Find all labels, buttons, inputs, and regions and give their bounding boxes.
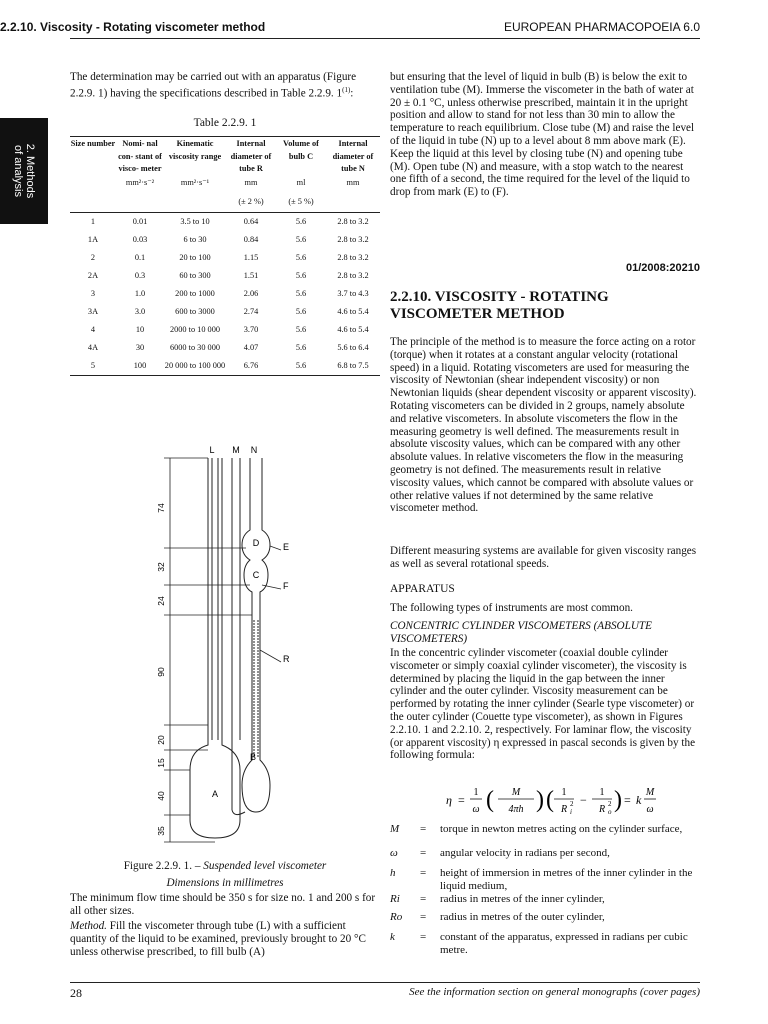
table-row xyxy=(70,231,380,249)
footer-note: See the information section on general monographs (cover pages) xyxy=(409,986,700,998)
table-cell: 4 xyxy=(90,324,96,334)
svg-text:(: ( xyxy=(486,787,494,813)
unit-cell xyxy=(70,176,116,197)
continued-paragraph: but ensuring that the level of liquid in bulb (B) is below the exit to ventilation tube (M). Immerse the viscometer in the bath of water at 20 ± 0.1 °C, unless otherwise prescribed, maintain it in the upright position and allow to stand for not less than 30 min to allow the temperature to reach equilibrium. Close tube (M) and raise the level of the liquid in tube (N) up to a level about 8 mm above mark (E). Keep the liquid at this level by closing tube (N) and opening tube (M). Open tube (N) and measure, with a stop watch to the nearest one fifth of a second, the time required for the level of the liquid to drop from mark (E) to (F). xyxy=(390,71,695,199)
table-cell: 1A xyxy=(87,234,99,244)
section-side-tab xyxy=(0,118,48,224)
col-header: Size number xyxy=(70,139,116,148)
table-cell: 20 000 to 100 000 xyxy=(164,360,226,370)
table-cell: 5.6 to 6.4 xyxy=(337,342,369,352)
dim-35: 35 xyxy=(156,826,166,836)
dim-15: 15 xyxy=(156,758,166,768)
subsection-heading: CONCENTRIC CYLINDER VISCOMETERS (ABSOLUTE VISCOMETERS) xyxy=(390,620,652,645)
svg-text:R: R xyxy=(560,804,568,815)
intro-footnote-ref: (1) xyxy=(342,85,351,94)
table-cell: 4.6 to 5.4 xyxy=(337,306,369,316)
dim-90: 90 xyxy=(156,667,166,677)
table-cell: 100 xyxy=(133,360,147,370)
flow-time-paragraph: The minimum flow time should be 350 s for size no. 1 and 200 s for all other sizes. xyxy=(70,892,376,917)
table-cell: 600 to 3000 xyxy=(175,306,215,316)
table-cell: 6.76 xyxy=(243,360,259,370)
method-text: Fill the viscometer through tube (L) with a sufficient quantity of the liquid to be examined, previously brought to 20 °C unless otherwise prescribed, to fill bulb (A) xyxy=(70,920,366,958)
table-cell: 4.07 xyxy=(243,342,259,352)
apparatus-heading: APPARATUS xyxy=(390,583,455,595)
table-row xyxy=(70,285,380,303)
dim-40: 40 xyxy=(156,791,166,801)
svg-text:1: 1 xyxy=(599,787,605,798)
tolerance-cell: (± 5 %) xyxy=(288,196,314,206)
tolerance-cell xyxy=(116,197,164,213)
units-row xyxy=(70,176,380,197)
svg-text:4πh: 4πh xyxy=(508,804,524,815)
specification-table xyxy=(70,136,380,376)
definition-equals: = xyxy=(420,931,427,943)
table-cell: 5 xyxy=(90,360,96,370)
label-bulb-a: A xyxy=(211,789,219,799)
tube-label-l: L xyxy=(209,445,215,455)
svg-text:R: R xyxy=(598,804,606,815)
svg-text:2: 2 xyxy=(608,800,612,808)
definition-text: angular velocity in radians per second, xyxy=(440,847,610,859)
table-cell: 5.6 xyxy=(295,270,307,280)
figure-caption xyxy=(70,858,380,892)
table-cell: 2.8 to 3.2 xyxy=(337,216,369,226)
table-cell: 200 to 1000 xyxy=(175,288,215,298)
table-cell: 3.7 to 4.3 xyxy=(337,288,369,298)
col-header: Volume of bulb C xyxy=(283,139,319,161)
figure-number: Figure 2.2.9. 1. – xyxy=(123,860,201,872)
figure-title: Suspended level viscometer xyxy=(203,860,327,872)
svg-text:o: o xyxy=(608,808,612,816)
table-cell: 2A xyxy=(87,270,99,280)
svg-text:): ) xyxy=(536,787,544,813)
tolerance-cell: (± 2 %) xyxy=(238,196,264,206)
dim-74: 74 xyxy=(156,503,166,513)
leader-lines xyxy=(260,546,281,662)
table-row xyxy=(70,212,380,231)
table-cell: 5.6 xyxy=(295,288,307,298)
col-header: Internal diameter of tube N xyxy=(332,139,374,173)
table-cell: 6000 to 30 000 xyxy=(169,342,220,352)
table-cell: 0.03 xyxy=(132,234,148,244)
definition-symbol: Ro xyxy=(390,911,403,923)
document-number: 01/2008:20210 xyxy=(625,262,700,274)
table-cell: 3.0 xyxy=(134,306,146,316)
table-row xyxy=(70,339,380,357)
figure-subtitle: Dimensions in millimetres xyxy=(166,877,284,889)
running-header-book: EUROPEAN PHARMACOPOEIA 6.0 xyxy=(503,20,700,34)
definition-text: constant of the apparatus, expressed in radians per cubic metre. xyxy=(440,931,688,956)
table-cell: 2.06 xyxy=(243,288,259,298)
tube-label-n: N xyxy=(250,445,258,455)
table-cell: 0.64 xyxy=(243,216,259,226)
definition-symbol: Ri xyxy=(390,893,400,905)
svg-text:=: = xyxy=(458,793,465,807)
table-cell: 60 to 300 xyxy=(179,270,211,280)
svg-text:k: k xyxy=(636,793,642,807)
table-cell: 1.15 xyxy=(243,252,259,262)
table-cell: 4A xyxy=(87,342,99,352)
svg-text:1: 1 xyxy=(473,787,479,798)
definition-symbol: M xyxy=(390,823,400,835)
dim-32: 32 xyxy=(156,562,166,572)
table-cell: 20 to 100 xyxy=(179,252,211,262)
table-row xyxy=(70,267,380,285)
svg-text:ω: ω xyxy=(472,804,480,815)
dimension-values xyxy=(156,503,166,836)
table-row xyxy=(70,357,380,376)
table-cell: 0.01 xyxy=(132,216,148,226)
table-cell: 1.0 xyxy=(134,288,146,298)
side-tab-line1: 2. Methods xyxy=(24,143,36,199)
svg-text:(: ( xyxy=(546,787,554,813)
table-cell: 5.6 xyxy=(295,306,307,316)
table-cell: 30 xyxy=(135,342,145,352)
instruments-paragraph: The following types of instruments are most common. xyxy=(390,602,633,614)
table-row xyxy=(70,249,380,267)
table-row xyxy=(70,321,380,339)
unit-cell: mm xyxy=(346,177,360,187)
definition-equals: = xyxy=(420,823,427,835)
table-cell: 5.6 xyxy=(295,324,307,334)
label-mark-f: F xyxy=(283,581,289,591)
viscometer-outline xyxy=(190,458,270,838)
tolerance-cell xyxy=(164,197,226,213)
tolerance-cell xyxy=(70,197,116,213)
table-row xyxy=(70,303,380,321)
table-header-row xyxy=(70,137,380,176)
definition-text: radius in metres of the outer cylinder, xyxy=(440,911,605,923)
intro-paragraph xyxy=(70,71,382,100)
table-cell: 5.6 xyxy=(295,216,307,226)
table-cell: 3 xyxy=(90,288,96,298)
table-cell: 10 xyxy=(135,324,145,334)
footer-rule xyxy=(70,982,700,983)
table-cell: 1 xyxy=(90,216,96,226)
definition-text: height of immersion in metres of the inner cylinder in the liquid medium, xyxy=(440,867,693,892)
table-cell: 2.8 to 3.2 xyxy=(337,252,369,262)
table-cell: 2.8 to 3.2 xyxy=(337,234,369,244)
principle-paragraph: The principle of the method is to measure the force acting on a rotor (torque) when it rotates at a constant angular velocity (rotational speed) in a liquid. Rotating viscometers are used for measuring the viscosity of Newtonian (shear independent viscosity) or non Newtonian liquids (shear dependent viscosity or apparent viscosity). Rotating viscometers can be divided in 2 groups, namely absolute and relative viscometers. In absolute viscometers the flow in the measuring geometry is well defined. The measurements result in absolute viscosity values, which can be compared with any other absolute values. In relative viscometers the flow in the measuring geometry is not defined. The measurements result in relative viscosity values, which cannot be compared with absolute values or other relative values if not determined by the same relative viscometer method. xyxy=(390,336,697,515)
unit-cell: ml xyxy=(296,177,306,187)
definition-equals: = xyxy=(420,911,427,923)
table-cell: 6.8 to 7.5 xyxy=(337,360,369,370)
table-cell: 5.6 xyxy=(295,252,307,262)
definition-symbol: h xyxy=(390,867,396,879)
svg-text:=: = xyxy=(624,793,631,807)
definition-symbol: k xyxy=(390,931,395,943)
tolerance-row xyxy=(70,197,380,213)
svg-text:1: 1 xyxy=(561,787,567,798)
section-title: 2.2.10. VISCOSITY - ROTATING VISCOMETER METHOD xyxy=(390,289,609,322)
svg-text:η: η xyxy=(446,793,452,807)
table-cell: 0.3 xyxy=(134,270,146,280)
method-paragraph xyxy=(70,920,382,958)
label-mark-e: E xyxy=(283,542,290,552)
col-header: Kinematic viscosity range xyxy=(168,139,222,161)
table-cell: 2 xyxy=(90,252,96,262)
concentric-paragraph: In the concentric cylinder viscometer (coaxial double cylinder viscometer or simply coaxial cylinder viscometer), the viscosity is determined by placing the liquid in the gap between the inner cylinder and the outer cylinder. Viscosity measurement can be performed by rotating the inner cylinder (Searle type viscometer) or the outer cylinder (Couette type viscometer), as shown in Figures 2.2.10. 1 and 2.2.10. 2, respectively. For laminar flow, the viscosity (or apparent viscosity) η expressed in pascal seconds is given by the following formula: xyxy=(390,647,696,762)
table-cell: 4.6 to 5.4 xyxy=(337,324,369,334)
table-cell: 0.1 xyxy=(134,252,146,262)
running-header-title: 2.2.10. Viscosity - Rotating viscometer method xyxy=(0,20,266,34)
col-header: Internal diameter of tube R xyxy=(230,139,272,173)
definition-text: torque in newton metres acting on the cylinder surface, xyxy=(440,823,683,835)
table-cell: 3.5 to 10 xyxy=(180,216,210,226)
svg-text:M: M xyxy=(645,787,655,798)
table-cell: 5.6 xyxy=(295,342,307,352)
svg-text:−: − xyxy=(580,793,587,807)
unit-cell: mm²·s⁻² xyxy=(125,177,155,187)
tolerance-cell xyxy=(326,197,380,213)
table-cell: 3.70 xyxy=(243,324,259,334)
method-label: Method. xyxy=(70,920,107,932)
table-cell: 2000 to 10 000 xyxy=(169,324,220,334)
definition-equals: = xyxy=(420,893,427,905)
label-tube-r: R xyxy=(283,654,290,664)
svg-text:): ) xyxy=(614,787,622,813)
label-bulb-d: D xyxy=(252,538,260,548)
viscosity-formula xyxy=(440,780,660,820)
table-cell: 6 to 30 xyxy=(183,234,207,244)
table-cell: 2.8 to 3.2 xyxy=(337,270,369,280)
table-cell: 5.6 xyxy=(295,234,307,244)
svg-text:M: M xyxy=(511,787,521,798)
table-cell: 3A xyxy=(87,306,99,316)
svg-text:ω: ω xyxy=(646,804,654,815)
dim-20: 20 xyxy=(156,735,166,745)
unit-cell: mm²·s⁻¹ xyxy=(180,177,210,187)
side-tab-line2: of analysis xyxy=(12,145,24,197)
definition-equals: = xyxy=(420,847,427,859)
measuring-systems-paragraph: Different measuring systems are available for given viscosity ranges as well as several rotational speeds. xyxy=(390,545,697,570)
label-bulb-b: B xyxy=(249,752,257,762)
viscometer-figure xyxy=(150,440,310,852)
intro-text: The determination may be carried out with an apparatus (Figure 2.2.9. 1) having the specifications described in Table 2.2.9. 1 xyxy=(70,71,357,100)
table-title: Table 2.2.9. 1 xyxy=(193,117,257,129)
unit-cell: mm xyxy=(244,177,258,187)
svg-text:i: i xyxy=(570,808,572,816)
header-rule xyxy=(70,38,700,39)
label-bulb-c: C xyxy=(252,570,260,580)
intro-colon: : xyxy=(350,87,354,100)
page-number: 28 xyxy=(70,986,82,1000)
table-cell: 0.84 xyxy=(243,234,259,244)
svg-text:2: 2 xyxy=(570,800,574,808)
col-header: Nomi- nal con- stant of visco- meter xyxy=(118,139,162,173)
table-cell: 1.51 xyxy=(243,270,259,280)
tube-label-m: M xyxy=(232,445,240,455)
table-cell: 2.74 xyxy=(243,306,259,316)
definition-equals: = xyxy=(420,867,427,879)
table-cell: 5.6 xyxy=(295,360,307,370)
definition-text: radius in metres of the inner cylinder, xyxy=(440,893,605,905)
dim-24: 24 xyxy=(156,596,166,606)
definition-symbol: ω xyxy=(390,847,398,859)
